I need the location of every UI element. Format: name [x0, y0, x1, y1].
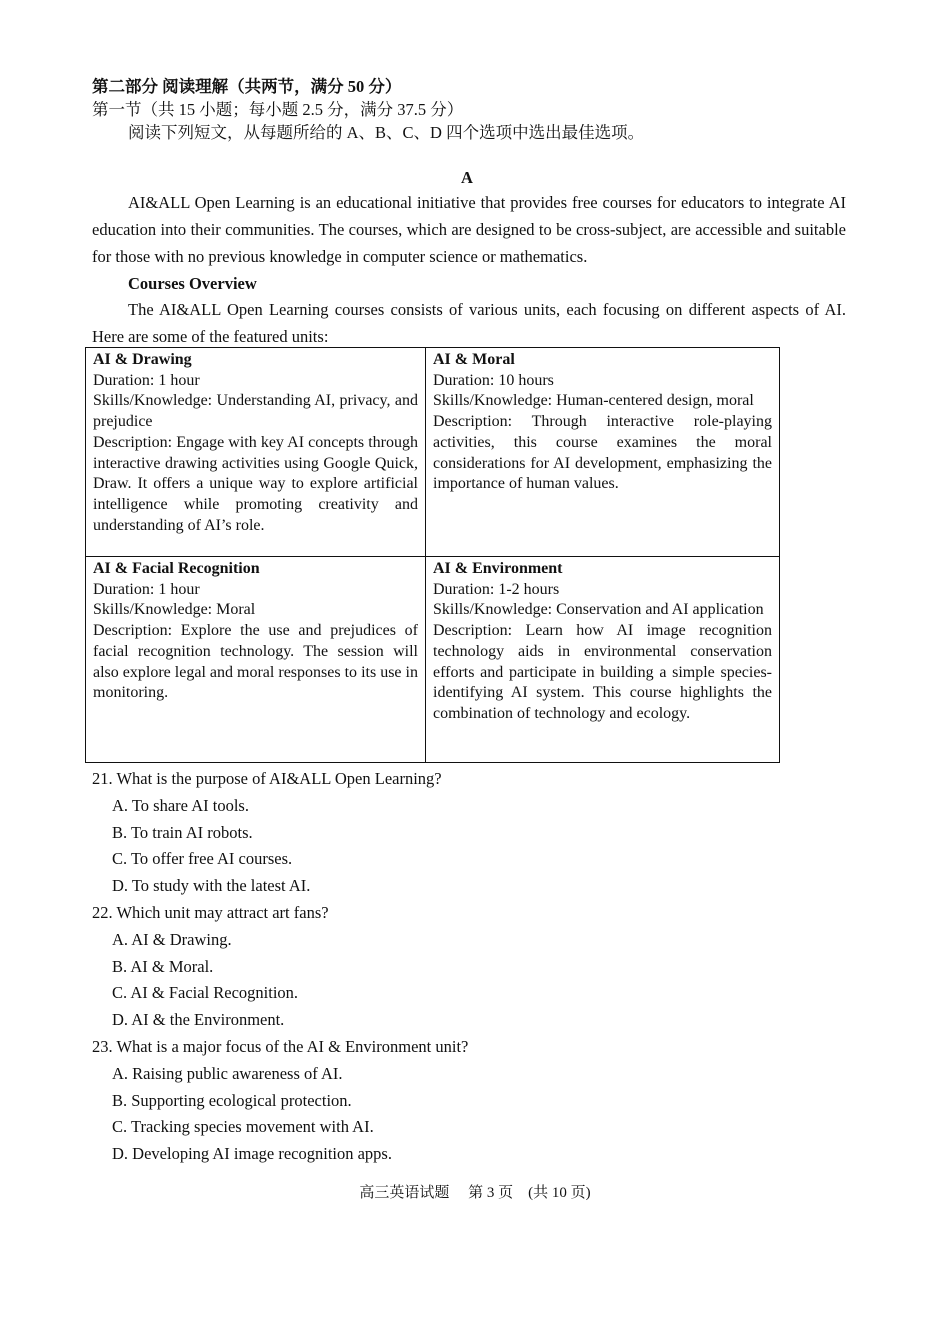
unit-duration: Duration: 1 hour	[93, 580, 200, 598]
option-a: A. Raising public awareness of AI.	[112, 1063, 343, 1083]
unit-duration: Duration: 1-2 hours	[433, 580, 560, 598]
unit-cell-environment	[426, 557, 780, 763]
unit-description: Description: Engage with key AI concepts through interactive drawing activities using Google Quick, Draw. It offers a unique way to explore artificial intelligence while promoting creativity and understanding of AI’s role.	[93, 433, 418, 534]
unit-description: Description: Learn how AI image recognition technology aids in environmental conservation efforts and participate in building a simple species-identifying AI system. This course highlights the combination of technology and ecology.	[433, 622, 772, 722]
overview-heading: Courses Overview	[128, 274, 257, 293]
unit-skills: Skills/Knowledge: Moral	[93, 601, 256, 619]
instruction: 阅读下列短文，从每题所给的 A、B、C、D 四个选项中选出最佳选项。	[128, 123, 645, 142]
option-b: B. Supporting ecological protection.	[112, 1090, 352, 1110]
questions-block	[92, 766, 468, 1168]
option-c: C. Tracking species movement with AI.	[112, 1117, 374, 1137]
option-b: B. To train AI robots.	[112, 822, 253, 842]
question-23	[92, 1034, 468, 1168]
unit-cell-moral	[426, 348, 780, 557]
option-d: D. To study with the latest AI.	[112, 876, 311, 896]
unit-description: Description: Explore the use and prejudices of facial recognition technology. The session will also explore legal and moral responses to its use in monitoring.	[93, 622, 418, 702]
option-c: C. To offer free AI courses.	[112, 849, 293, 869]
unit-cell-facial-recognition	[86, 557, 426, 763]
question-21	[92, 766, 468, 900]
unit-description: Description: Through interactive role-playing activities, this course examines the moral considerations for AI development, emphasizing the importance of human values.	[433, 413, 772, 493]
units-row	[86, 557, 780, 763]
unit-title: AI & Environment	[433, 560, 563, 577]
option-d: D. AI & the Environment.	[112, 1010, 285, 1030]
unit-duration: Duration: 1 hour	[93, 371, 200, 389]
units-table	[85, 347, 780, 763]
option-b: B. AI & Moral.	[112, 956, 214, 976]
unit-title: AI & Moral	[433, 351, 515, 368]
question-stem: 21. What is the purpose of AI&ALL Open Learning?	[92, 769, 442, 788]
question-stem: 22. Which unit may attract art fans?	[92, 902, 329, 922]
unit-skills: Skills/Knowledge: Conservation and AI application	[433, 601, 764, 619]
question-stem: 23. What is a major focus of the AI & Environment unit?	[92, 1036, 469, 1056]
option-a: A. To share AI tools.	[112, 795, 249, 815]
units-row	[86, 348, 780, 557]
question-22	[92, 900, 468, 1034]
overview-text: The AI&ALL Open Learning courses consists of various units, each focusing on different aspects of AI. Here are some of the featured units:	[92, 300, 846, 346]
option-a: A. AI & Drawing.	[112, 929, 232, 949]
page-footer: 高三英语试题 第 3 页 (共 10 页)	[359, 1185, 591, 1201]
option-d: D. Developing AI image recognition apps.	[112, 1144, 392, 1164]
unit-skills: Skills/Knowledge: Human-centered design, moral	[433, 392, 754, 410]
option-c: C. AI & Facial Recognition.	[112, 983, 299, 1003]
part-title: 第二部分 阅读理解（共两节，满分 50 分）	[92, 77, 402, 96]
unit-title: AI & Drawing	[93, 351, 192, 368]
unit-skills: Skills/Knowledge: Understanding AI, privacy, and prejudice	[93, 392, 418, 431]
section-title: 第一节（共 15 小题；每小题 2.5 分，满分 37.5 分）	[92, 100, 464, 119]
passage-intro: AI&ALL Open Learning is an educational initiative that provides free courses for educators to integrate AI education into their communities. The courses, which are designed to be cross-subject, are accessible and suitable for those with no previous knowledge in computer science or mathematics.	[92, 193, 846, 266]
unit-duration: Duration: 10 hours	[433, 371, 554, 389]
unit-cell-drawing	[86, 348, 426, 557]
passage-label: A	[461, 168, 473, 187]
unit-title: AI & Facial Recognition	[93, 560, 260, 577]
